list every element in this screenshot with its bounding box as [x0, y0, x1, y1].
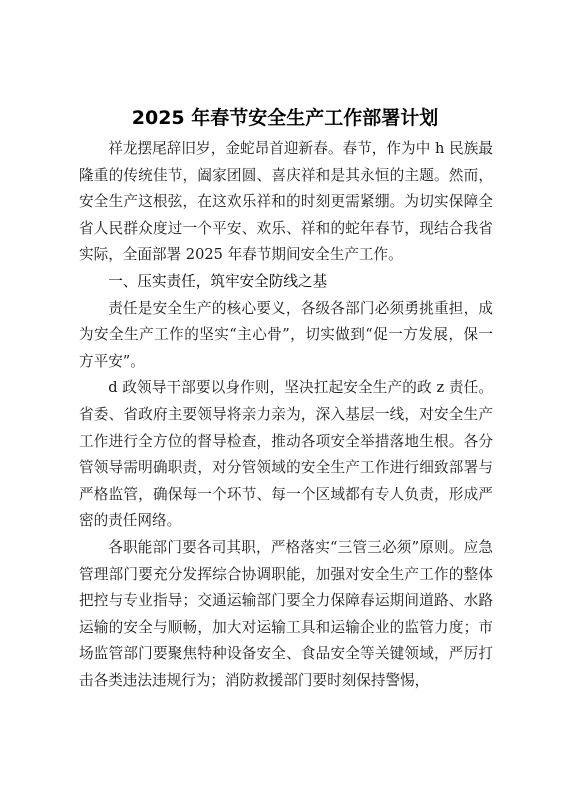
- intro-paragraph: 祥龙摆尾辞旧岁，金蛇昂首迎新春。春节，作为中 h 民族最隆重的传统佳节，阖家团圆、喜庆祥和是其永恒的主题。然而，安全生产这根弦，在这欢乐祥和的时刻更需紧绷。为切实保障全省人民群众度过一个平安、欢乐、祥和的蛇年春节，现结合我省实际，全面部署 2025 年春节期间安全生产工作。: [79, 140, 493, 264]
- section1-paragraph-3: 各职能部门要各司其职，严格落实“三管三必须”原则。应急管理部门要充分发挥综合协调职能，加强对安全生产工作的整体把控与专业指导；交通运输部门要全力保障春运期间道路、水路运输的安全与顺畅，加大对运输工具和运输企业的监管力度；市场监管部门要聚焦特种设备安全、食品安全等关键领域，严厉打击各类违法违规行为；消防救援部门要时刻保持警惕，: [79, 538, 493, 689]
- section1-paragraph-1: 责任是安全生产的核心要义，各级各部门必须勇挑重担，成为安全生产工作的坚实“主心骨”，切实做到“促一方发展，保一方平安”。: [79, 299, 493, 370]
- document-body: [79, 136, 493, 694]
- document-title: 2025 年春节安全生产工作部署计划: [131, 107, 439, 129]
- section-heading-1: 一、压实责任，筑牢安全防线之基: [108, 272, 328, 290]
- section1-paragraph-2: d 政领导干部要以身作则，坚决扛起安全生产的政 z 责任。省委、省政府主要领导将亲力亲为，深入基层一线，对安全生产工作进行全方位的督导检查，推动各项安全举措落地生根。各分管领导需明确职责，对分管领域的安全生产工作进行细致部署与严格监管，确保每一个环节、每一个区域都有专人负责，形成严密的责任网络。: [79, 379, 493, 530]
